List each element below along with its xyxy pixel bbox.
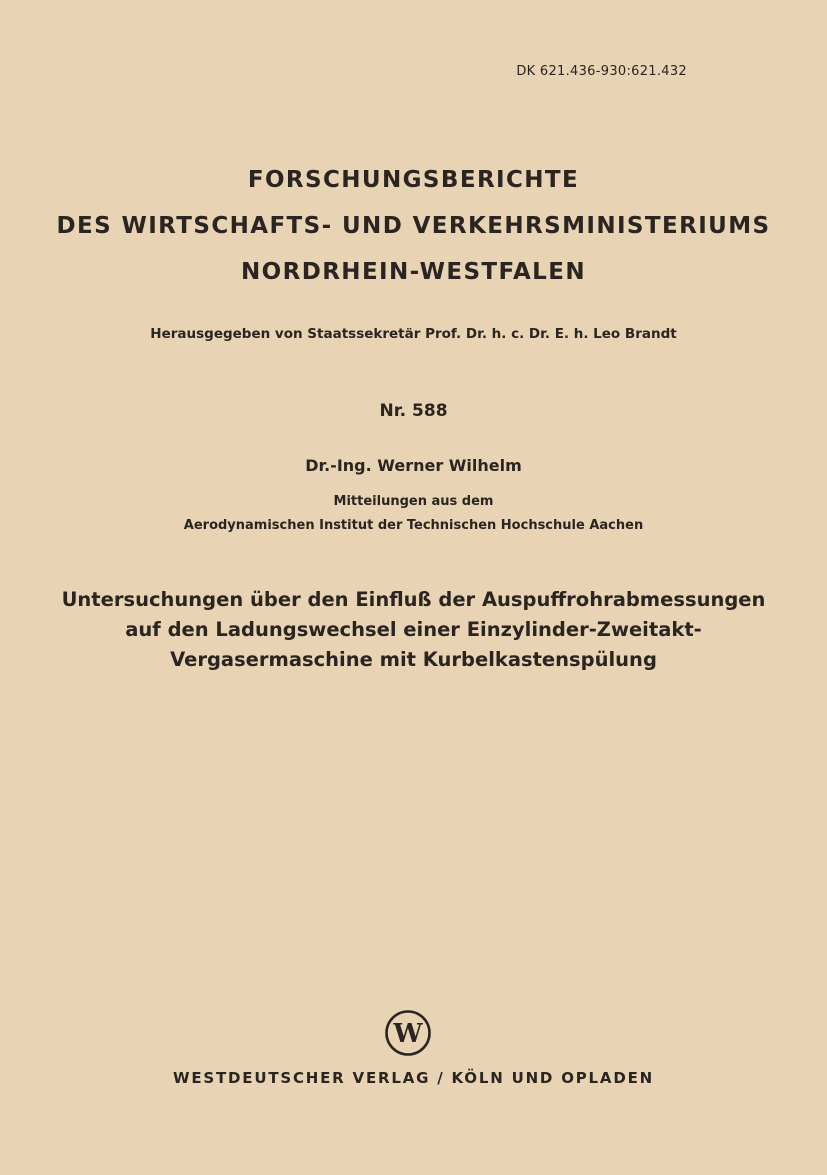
series-title-line: FORSCHUNGSBERICHTE [247,167,580,193]
publisher-line: WESTDEUTSCHER VERLAG / KÖLN UND OPLADEN [173,1069,654,1087]
report-title [0,585,827,675]
classification-code: DK 621.436-930:621.432 [516,64,687,79]
editor-line: Herausgegeben von Staatssekretär Prof. Dr. h. c. Dr. E. h. Leo Brandt [150,326,677,342]
report-title-line: Untersuchungen über den Einfluß der Auspuffrohrabmessungen [61,588,766,611]
author-name: Dr.-Ing. Werner Wilhelm [305,456,522,475]
institute-line: Aerodynamischen Institut der Technischen Hochschule Aachen [183,518,644,533]
report-title-line: auf den Ladungswechsel einer Einzylinder-Zweitakt- [125,618,702,641]
logo-letter: W [393,1019,423,1049]
report-number: Nr. 588 [379,401,448,421]
series-title-line: DES WIRTSCHAFTS- UND VERKEHRSMINISTERIUMS [56,213,771,239]
institute-note [0,490,827,538]
publisher-w-logo-icon [384,1009,432,1057]
series-title [0,157,827,295]
report-title-line: Vergasermaschine mit Kurbelkastenspülung [170,648,657,671]
institute-line: Mitteilungen aus dem [333,494,494,509]
series-title-line: NORDRHEIN-WESTFALEN [240,259,587,285]
